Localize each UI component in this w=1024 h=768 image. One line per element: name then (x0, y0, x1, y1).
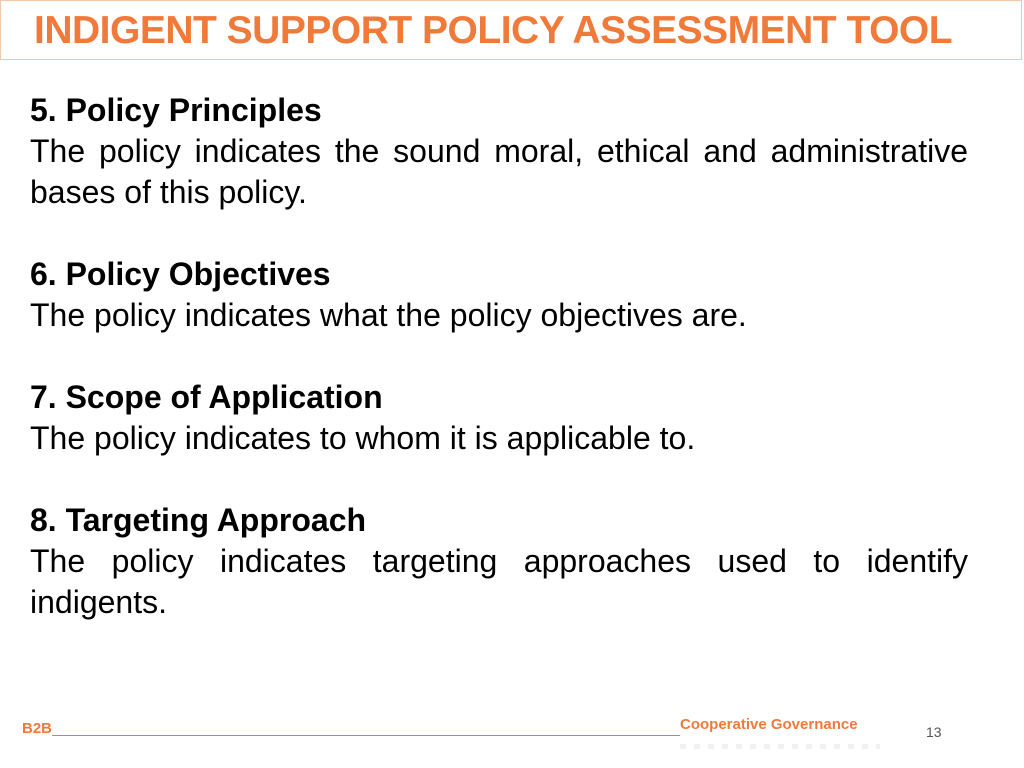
section-heading: 8. Targeting Approach (30, 502, 367, 538)
section-body: The policy indicates the sound moral, ethical and administrative bases of this policy. (30, 133, 968, 210)
section-heading: 7. Scope of Application (30, 379, 383, 415)
section-policy-principles (30, 90, 968, 213)
slide-title: INDIGENT SUPPORT POLICY ASSESSMENT TOOL (34, 9, 953, 52)
section-scope-of-application (30, 377, 968, 459)
footer-brand: Cooperative Governance (680, 716, 858, 733)
footer-divider (52, 735, 680, 736)
section-heading: 5. Policy Principles (30, 92, 322, 128)
footer-decoration (680, 744, 880, 749)
slide-content (30, 90, 968, 664)
section-body: The policy indicates to whom it is applicable to. (30, 420, 696, 456)
page-number: 13 (926, 724, 942, 740)
section-targeting-approach (30, 500, 968, 623)
section-body: The policy indicates what the policy objectives are. (30, 297, 747, 333)
section-policy-objectives (30, 254, 968, 336)
section-body: The policy indicates targeting approaches used to identify indigents. (30, 543, 968, 620)
footer-b2b-label: B2B (22, 720, 53, 737)
section-heading: 6. Policy Objectives (30, 256, 331, 292)
title-bar (0, 0, 1022, 60)
